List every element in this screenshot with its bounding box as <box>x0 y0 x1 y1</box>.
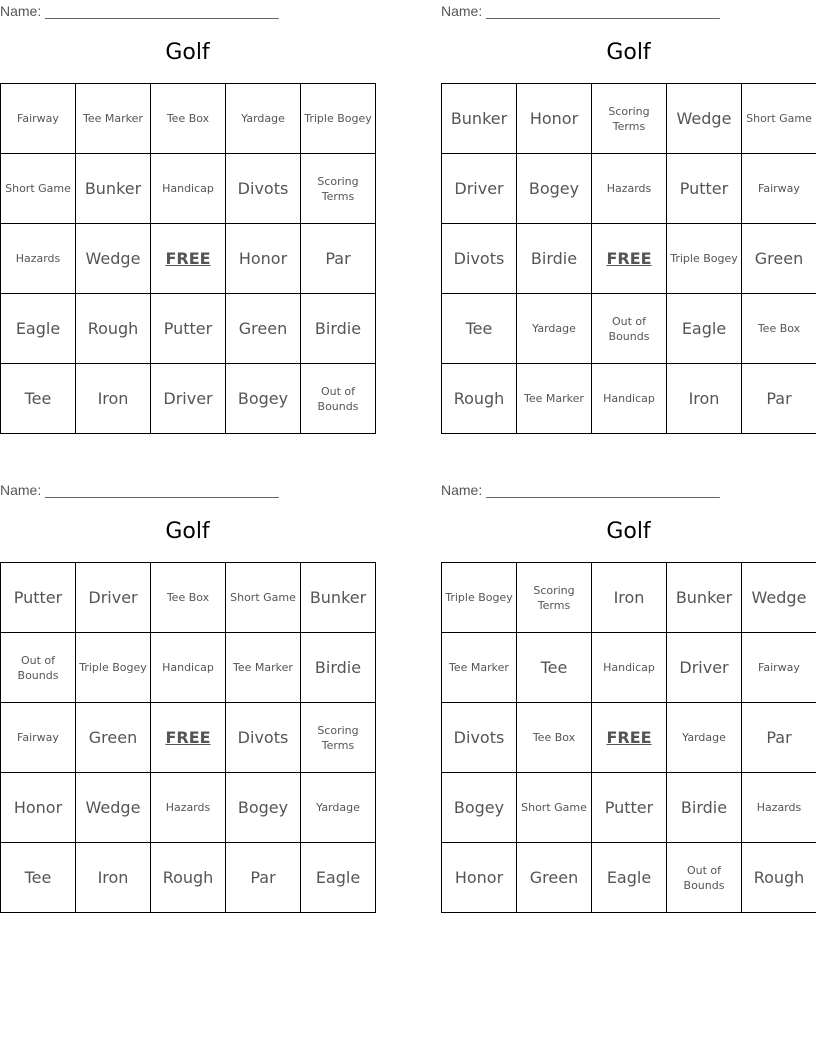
bingo-cell: Tee Marker <box>517 364 592 434</box>
bingo-cell: Honor <box>1 773 76 843</box>
bingo-cell: Scoring Terms <box>517 563 592 633</box>
bingo-cell: Bunker <box>76 154 151 224</box>
bingo-cell: Wedge <box>76 224 151 294</box>
bingo-cell: Out of Bounds <box>1 633 76 703</box>
bingo-cell: Fairway <box>1 703 76 773</box>
grid-row <box>442 154 816 224</box>
grid-row <box>1 84 376 154</box>
bingo-cell: Hazards <box>151 773 226 843</box>
grid-row <box>1 364 376 434</box>
bingo-cell: Wedge <box>76 773 151 843</box>
bingo-cell: Tee <box>1 364 76 434</box>
bingo-cell: Rough <box>76 294 151 364</box>
bingo-cell: Wedge <box>742 563 816 633</box>
bingo-cell: Bogey <box>226 773 301 843</box>
bingo-cell: Yardage <box>667 703 742 773</box>
bingo-cell: Par <box>742 703 816 773</box>
free-space-cell: FREE <box>592 703 667 773</box>
bingo-cell: Bogey <box>442 773 517 843</box>
grid-row <box>1 294 376 364</box>
bingo-cell: Scoring Terms <box>592 84 667 154</box>
bingo-cell: Iron <box>667 364 742 434</box>
card-title: Golf <box>606 519 651 544</box>
grid-row <box>442 294 816 364</box>
bingo-cell: Iron <box>76 364 151 434</box>
bingo-cell: Honor <box>517 84 592 154</box>
grid-row <box>442 224 816 294</box>
bingo-cell: Triple Bogey <box>442 563 517 633</box>
bingo-grid <box>0 562 376 913</box>
name-field-label: Name: ______________________________ <box>0 3 279 19</box>
card-title: Golf <box>165 40 210 65</box>
grid-row <box>442 563 816 633</box>
bingo-cell: Divots <box>442 224 517 294</box>
grid-row <box>1 563 376 633</box>
bingo-grid <box>0 83 376 434</box>
bingo-cell: Out of Bounds <box>667 843 742 913</box>
bingo-cell: Bunker <box>301 563 376 633</box>
bingo-cell: Driver <box>667 633 742 703</box>
bingo-cell: Honor <box>226 224 301 294</box>
bingo-cell: Driver <box>442 154 517 224</box>
grid-row <box>1 843 376 913</box>
bingo-cell: Hazards <box>592 154 667 224</box>
bingo-cell: Divots <box>226 154 301 224</box>
bingo-cell: Birdie <box>667 773 742 843</box>
bingo-cell: Short Game <box>1 154 76 224</box>
bingo-cell: Handicap <box>151 633 226 703</box>
grid-row <box>442 703 816 773</box>
grid-row <box>1 773 376 843</box>
bingo-cell: Putter <box>667 154 742 224</box>
bingo-cell: Driver <box>151 364 226 434</box>
bingo-cell: Fairway <box>742 633 816 703</box>
name-field-label: Name: ______________________________ <box>441 3 720 19</box>
bingo-cell: Tee Marker <box>226 633 301 703</box>
bingo-cell: Rough <box>742 843 816 913</box>
grid-row <box>442 364 816 434</box>
bingo-cell: Tee Marker <box>76 84 151 154</box>
bingo-cell: Triple Bogey <box>667 224 742 294</box>
grid-row <box>442 633 816 703</box>
bingo-cell: Iron <box>592 563 667 633</box>
bingo-cell: Bogey <box>517 154 592 224</box>
bingo-cell: Hazards <box>1 224 76 294</box>
bingo-cell: Fairway <box>742 154 816 224</box>
bingo-cell: Tee <box>517 633 592 703</box>
bingo-cell: Eagle <box>592 843 667 913</box>
bingo-cell: Tee <box>1 843 76 913</box>
bingo-cell: Wedge <box>667 84 742 154</box>
bingo-cell: Putter <box>592 773 667 843</box>
bingo-cell: Bunker <box>442 84 517 154</box>
bingo-cell: Tee Box <box>151 84 226 154</box>
bingo-cell: Green <box>226 294 301 364</box>
bingo-cell: Yardage <box>517 294 592 364</box>
bingo-cell: Eagle <box>301 843 376 913</box>
bingo-cell: Birdie <box>301 633 376 703</box>
bingo-cell: Green <box>76 703 151 773</box>
bingo-cell: Tee Box <box>517 703 592 773</box>
grid-row <box>442 773 816 843</box>
bingo-cell: Par <box>301 224 376 294</box>
bingo-cell: Scoring Terms <box>301 154 376 224</box>
bingo-cell: Short Game <box>226 563 301 633</box>
free-space-cell: FREE <box>592 224 667 294</box>
bingo-cell: Birdie <box>301 294 376 364</box>
bingo-cell: Hazards <box>742 773 816 843</box>
bingo-cell: Eagle <box>667 294 742 364</box>
bingo-cell: Divots <box>442 703 517 773</box>
bingo-cell: Scoring Terms <box>301 703 376 773</box>
bingo-cell: Honor <box>442 843 517 913</box>
bingo-cell: Tee Marker <box>442 633 517 703</box>
grid-row <box>442 843 816 913</box>
free-space-cell: FREE <box>151 703 226 773</box>
bingo-cell: Bunker <box>667 563 742 633</box>
bingo-cell: Handicap <box>151 154 226 224</box>
bingo-grid <box>441 562 816 913</box>
card-title: Golf <box>606 40 651 65</box>
bingo-cell: Green <box>517 843 592 913</box>
bingo-cell: Putter <box>151 294 226 364</box>
bingo-cell: Rough <box>151 843 226 913</box>
bingo-cell: Birdie <box>517 224 592 294</box>
bingo-cell: Bogey <box>226 364 301 434</box>
bingo-cell: Yardage <box>301 773 376 843</box>
bingo-cell: Handicap <box>592 364 667 434</box>
bingo-cell: Divots <box>226 703 301 773</box>
bingo-cell: Driver <box>76 563 151 633</box>
bingo-cell: Out of Bounds <box>592 294 667 364</box>
bingo-cell: Par <box>742 364 816 434</box>
name-field-label: Name: ______________________________ <box>0 482 279 498</box>
bingo-cell: Rough <box>442 364 517 434</box>
bingo-cell: Out of Bounds <box>301 364 376 434</box>
bingo-cell: Iron <box>76 843 151 913</box>
free-space-cell: FREE <box>151 224 226 294</box>
bingo-cell: Eagle <box>1 294 76 364</box>
bingo-cell: Short Game <box>742 84 816 154</box>
card-title: Golf <box>165 519 210 544</box>
grid-row <box>1 633 376 703</box>
grid-row <box>1 154 376 224</box>
bingo-cell: Triple Bogey <box>76 633 151 703</box>
bingo-cell: Handicap <box>592 633 667 703</box>
bingo-cell: Fairway <box>1 84 76 154</box>
grid-row <box>442 84 816 154</box>
bingo-cell: Yardage <box>226 84 301 154</box>
name-field-label: Name: ______________________________ <box>441 482 720 498</box>
grid-row <box>1 703 376 773</box>
bingo-cell: Par <box>226 843 301 913</box>
bingo-cell: Tee Box <box>742 294 816 364</box>
bingo-cell: Putter <box>1 563 76 633</box>
bingo-cell: Tee <box>442 294 517 364</box>
bingo-grid <box>441 83 816 434</box>
bingo-cell: Short Game <box>517 773 592 843</box>
bingo-cell: Triple Bogey <box>301 84 376 154</box>
bingo-cell: Green <box>742 224 816 294</box>
grid-row <box>1 224 376 294</box>
bingo-cell: Tee Box <box>151 563 226 633</box>
